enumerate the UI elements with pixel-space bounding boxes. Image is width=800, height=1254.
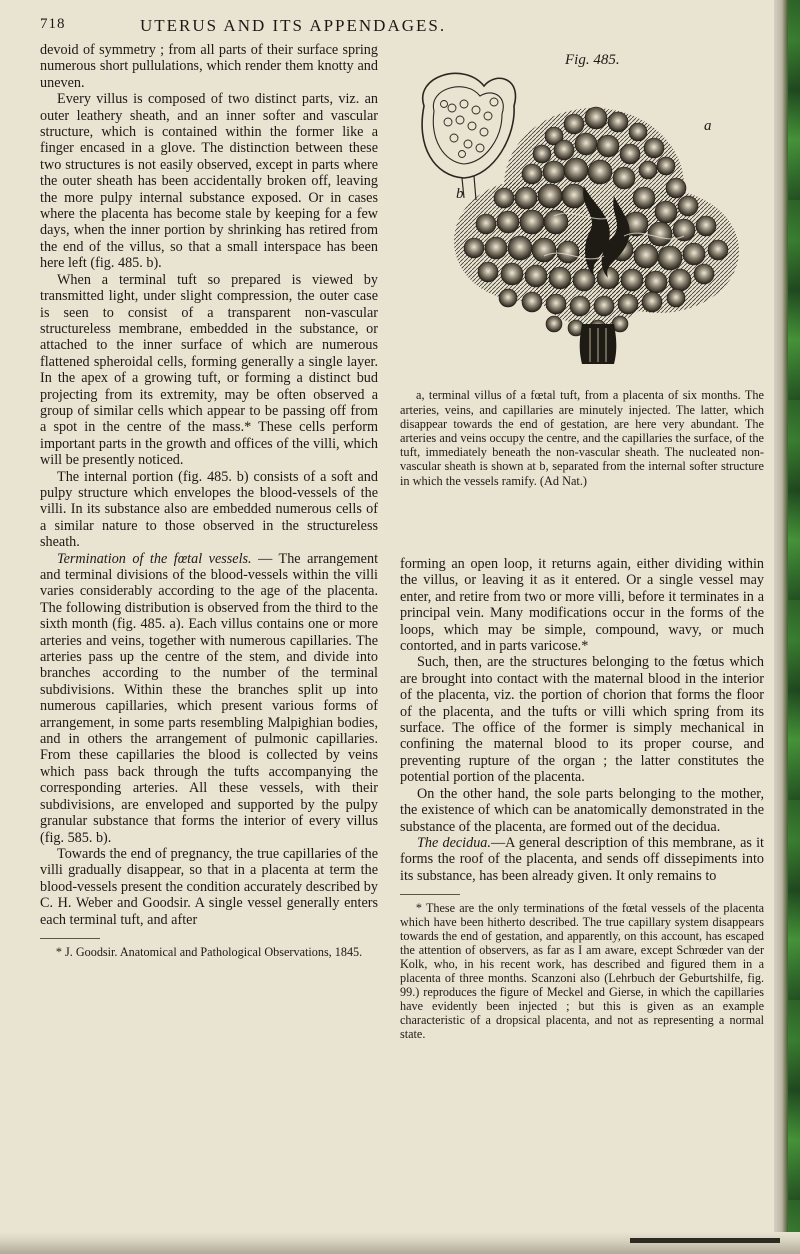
left-paragraph-5 (40, 551, 378, 846)
page-header (40, 16, 762, 40)
figure-marker-a: a (704, 118, 712, 134)
right-paragraph-2: Such, then, are the structures belonging to the fœtus which are brought into contact with the maternal blood in the interior of the placenta, viz. the portion of chorion that forms the floor of the placenta, and the tufts or villi which spring from its surface. The office of the former is simply mechanical in confining the maternal blood to its proper course, and preventing rupture of the organ ; the latter constitutes the potential portion of the placenta. (400, 654, 764, 786)
footnote-rule-right (400, 894, 460, 895)
section-heading-termination: Termination of the fœtal vessels. (57, 550, 252, 567)
left-paragraph-6: Towards the end of pregnancy, the true capillaries of the villi gradually disappear, so that in a placenta at term the blood-vessels present the condition accurately described by C. H. Weber and Goodsir. A single vessel generally enters each terminal tuft, and after (40, 845, 378, 928)
villus-b-outline (422, 73, 515, 200)
left-column (40, 42, 378, 959)
right-column (400, 556, 764, 1041)
left-paragraph-1: devoid of symmetry ; from all parts of their surface spring numerous short pullulations, which render them knotty and uneven. (40, 42, 378, 91)
figure-caption: a, terminal villus of a fœtal tuft, from a placenta of six months. The arteries, veins, and capillaries are minutely injected. The latter, which disappear towards the end of gestation, are here very abundant. The arteries and veins occupy the centre, and the capillaries the surface, of the tuft, immediately beneath the non-vascular sheath. The nucleated non-vascular sheath is shown at b, separated from the internal softer structure in which the vessels ramify. (Ad Nat.) (400, 388, 764, 488)
left-paragraph-4: The internal portion (fig. 485. b) consists of a soft and pulpy structure which envelopes the blood-vessels of the villi. In its substance also are embedded numerous cells of a similar nature to those observed in the structureless sheath. (40, 468, 378, 551)
right-paragraph-1: forming an open loop, it returns again, either dividing within the villus, or leaving it as it entered. Or a single vessel may enter, and retire from two or more villi, before it terminates in a principal vein. Many modifications occur in the forms of the loops, which may be simple, compound, wavy, or much contorted, and in parts varicose.* (400, 556, 764, 655)
right-paragraph-4 (400, 835, 764, 884)
running-title: UTERUS AND ITS APPENDAGES. (140, 16, 447, 35)
right-footnote: * These are the only terminations of the fœtal vessels of the placenta which have been hitherto described. The true capillary system disappears towards the end of gestation, and apparently, on this account, has escaped the attention of observers, as far as I am aware, except Schrœder van der Kolk, who, in his recent work, has described and figured them in a placenta of three months. Scanzoni also (Lehrbuch der Geburtshilfe, fig. 99.) reproduces the figure of Meckel and Gierse, in which the capillaries have evidently been injected ; but this is given as an example characteristic of a dropsical placenta, and not as representing a normal state. (400, 901, 764, 1042)
section-heading-decidua: The decidua. (417, 834, 491, 851)
right-paragraph-4-body: —A general description of this membrane, as it forms the roof of the placenta, and sends off dissepiments into its substance, has been already given. It only remains to (400, 834, 765, 884)
left-paragraph-2: Every villus is composed of two distinct parts, viz. an outer leathery sheath, and an inner softer and vascular structure, which is contained within the former like a finger encased in a glove. The distinction between these two structures is not easily observed, except in parts where the outer sheath has been accidentally broken off, leaving the more pulpy internal substance exposed. Or in cases where the placenta has become stale by keeping for a few days, when the inner portion by shrinking has retired from the end of the villus, so that a small interspace has been here left (fig. 485. b). (40, 91, 378, 272)
figure-label: Fig. 485. (565, 52, 620, 68)
left-paragraph-5-body: — The arrangement and terminal divisions of the blood-vessels within the villi varies considerably according to the age of the placenta. The following distribution is observed from the third to the sixth month (fig. 485. a). Each villus contains one or more arteries and veins, together with numerous capillaries. The arteries pass up the centre of the stem, and divide into branches according to the number of the terminal subdivisions. Within these the branches split up into numerous capillaries, which present various forms of arrangement, in some parts resembling Malpighian bodies, and in others the arrangement of pulmonic capillaries. From these capillaries the blood is collected by veins which pass back through the tufts accompanying the corresponding arteries. All these vessels, with their subdivisions, are enveloped and supported by the pulpy granular substance that forms the interior of every villus (fig. 585. b). (40, 550, 379, 846)
page-edge-binding (788, 0, 800, 1254)
left-paragraph-3: When a terminal tuft so prepared is viewed by transmitted light, under slight compression, the outer case is seen to consist of a transparent non-vascular structureless membrane, embedded in the substance, or attached to the inner surface of which are numerous flattened spheroidal cells, forming generally a single layer. In the apex of a growing tuft, or forming a distinct bud projecting from its extremity, may be often observed a group of similar cells which appear to be passing off from a spot in the centre of the mass.* These cells perform important parts in the growth and offices of the villi, which will be presently noticed. (40, 271, 378, 469)
footnote-rule (40, 938, 100, 939)
bottom-edge-rule (630, 1238, 780, 1243)
left-footnote: * J. Goodsir. Anatomical and Pathological Observations, 1845. (55, 944, 363, 959)
villus-engraving (404, 66, 762, 368)
page-number: 718 (40, 16, 66, 32)
right-paragraph-3: On the other hand, the sole parts belonging to the mother, the existence of which can be anatomically demonstrated in the substance of the placenta, are formed out of the decidua. (400, 785, 764, 835)
villus-stem (580, 324, 617, 364)
page-bottom-shadow (0, 1232, 800, 1254)
figure-villus-illustration (404, 66, 762, 368)
figure-marker-b: b (456, 186, 464, 202)
villus-a-capillary-mass (454, 107, 739, 336)
